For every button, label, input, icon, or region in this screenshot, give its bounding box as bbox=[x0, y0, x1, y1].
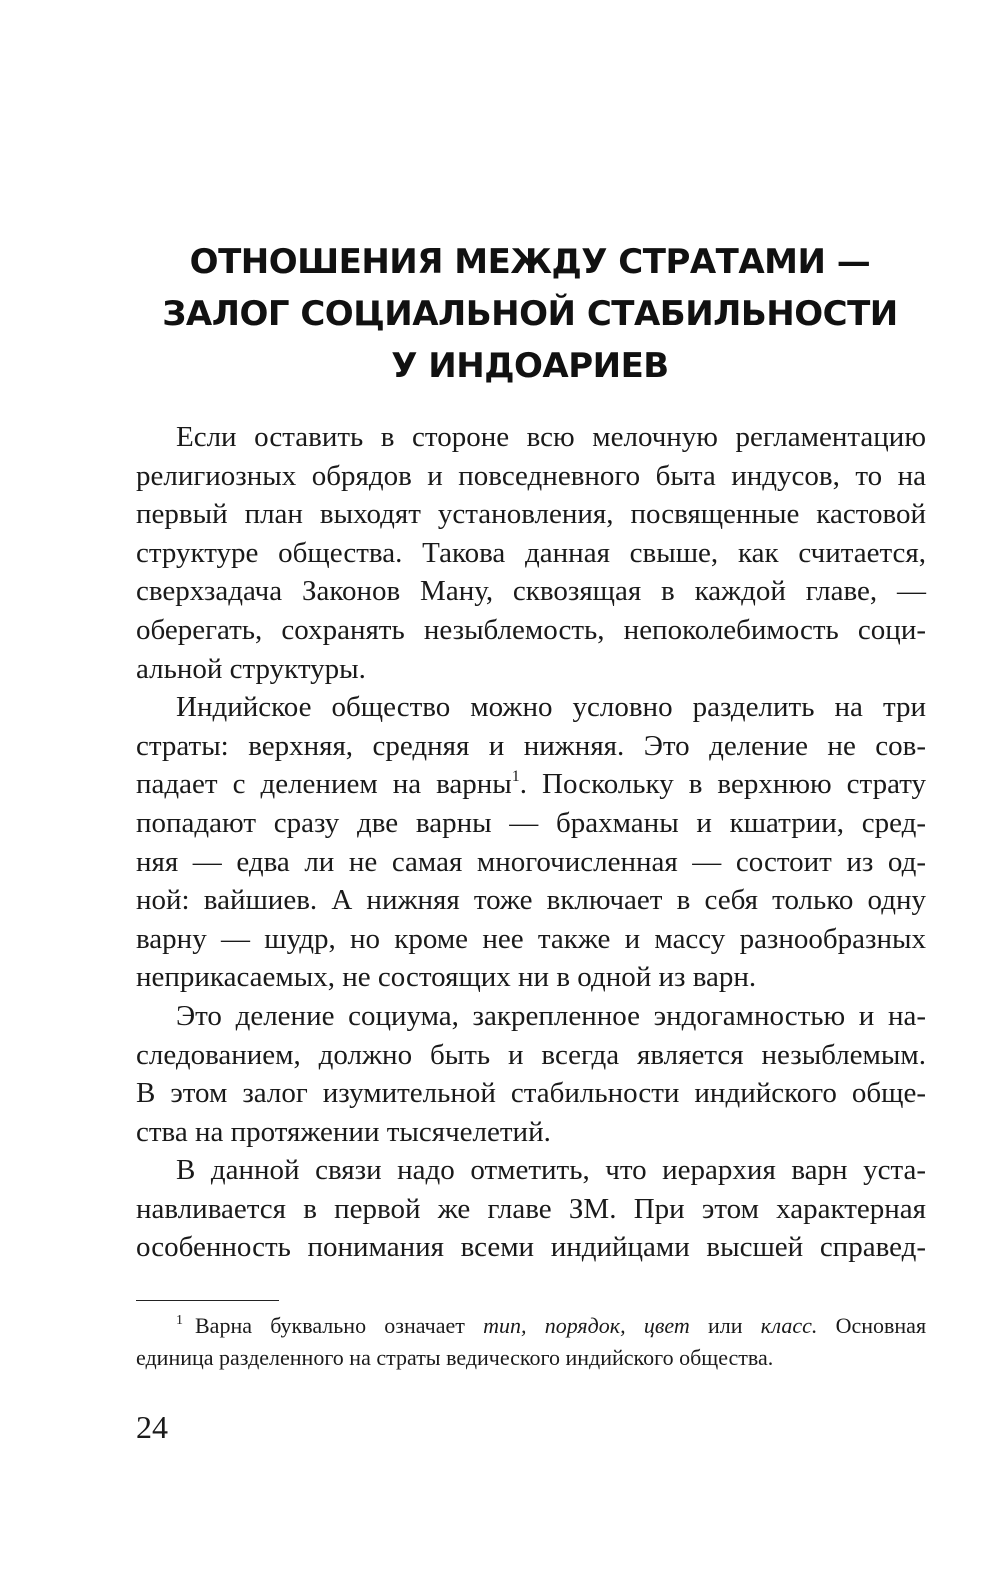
text-line: навливается в первой же главе ЗМ. При этом характерная bbox=[136, 1192, 926, 1225]
footnote-line: единица разделенного на страты ведического индийского общества. bbox=[136, 1345, 774, 1370]
footnote-divider bbox=[136, 1300, 279, 1301]
text-line: варну — шудр, но кроме нее также и массу разнообразных bbox=[136, 922, 926, 955]
text-line bbox=[136, 765, 926, 804]
text-line: Это деление социума, закрепленное эндогамностью и на- bbox=[176, 999, 926, 1032]
footnote-term: порядок, bbox=[544, 1313, 626, 1338]
text-line: первый план выходят установления, посвященные кастовой bbox=[136, 498, 926, 531]
text-line: альной структуры. bbox=[136, 652, 366, 685]
text-line: В этом залог изумительной стабильности индийского обще- bbox=[136, 1077, 926, 1110]
footnote-text: Варна буквально означает bbox=[195, 1313, 465, 1338]
text-line: следованием, должно быть и всегда является незыблемым. bbox=[136, 1038, 926, 1071]
footnote-term: класс. bbox=[760, 1313, 818, 1338]
footnote bbox=[136, 1310, 926, 1374]
footnote-text: или bbox=[707, 1313, 743, 1338]
text-line: В данной связи надо отметить, что иерархия варн уста- bbox=[176, 1154, 926, 1187]
text-line: особенность понимания всеми индийцами высшей справед- bbox=[136, 1231, 926, 1264]
footnote-term: тип, bbox=[483, 1313, 527, 1338]
text-line: ной: вайшиев. А нижняя тоже включает в себя только одну bbox=[136, 884, 926, 917]
text-line: страты: верхняя, средняя и нижняя. Это деление не сов- bbox=[136, 729, 926, 762]
text-line: религиозных обрядов и повседневного быта индусов, то на bbox=[136, 459, 926, 492]
page-number: 24 bbox=[136, 1409, 168, 1445]
chapter-title bbox=[130, 236, 930, 392]
footnote-text: Основная bbox=[835, 1313, 927, 1338]
text-line: структуре общества. Такова данная свыше, как считается, bbox=[136, 536, 926, 569]
text-fragment: . Поскольку в верхнюю страту bbox=[519, 768, 926, 801]
chapter-title-line: ЗАЛОГ СОЦИАЛЬНОЙ СТАБИЛЬНОСТИ bbox=[162, 294, 898, 334]
text-line: неприкасаемых, не состоящих ни в одной из варн. bbox=[136, 961, 757, 994]
text-line: Если оставить в стороне всю мелочную регламентацию bbox=[176, 421, 926, 453]
footnote-line bbox=[136, 1310, 926, 1342]
text-line: попадают сразу две варны — брахманы и кшатрии, сред- bbox=[136, 806, 926, 839]
text-fragment: падает с делением на варны bbox=[136, 768, 512, 801]
footnote-reference[interactable]: 1 bbox=[511, 768, 520, 786]
text-line: оберегать, сохранять незыблемость, непоколебимость соци- bbox=[136, 613, 926, 646]
body-text bbox=[136, 418, 926, 1267]
text-line: Индийское общество можно условно разделить на три bbox=[176, 691, 926, 724]
footnote-term: цвет bbox=[643, 1313, 690, 1338]
chapter-title-line: У ИНДОАРИЕВ bbox=[391, 346, 669, 386]
footnote-mark: 1 bbox=[176, 1313, 183, 1328]
text-line: ства на протяжении тысячелетий. bbox=[136, 1115, 551, 1148]
text-line: сверхзадача Законов Ману, сквозящая в каждой главе, — bbox=[136, 575, 926, 608]
text-line: няя — едва ли не самая многочисленная — состоит из од- bbox=[136, 845, 926, 878]
chapter-title-line: ОТНОШЕНИЯ МЕЖДУ СТРАТАМИ — bbox=[189, 242, 871, 282]
